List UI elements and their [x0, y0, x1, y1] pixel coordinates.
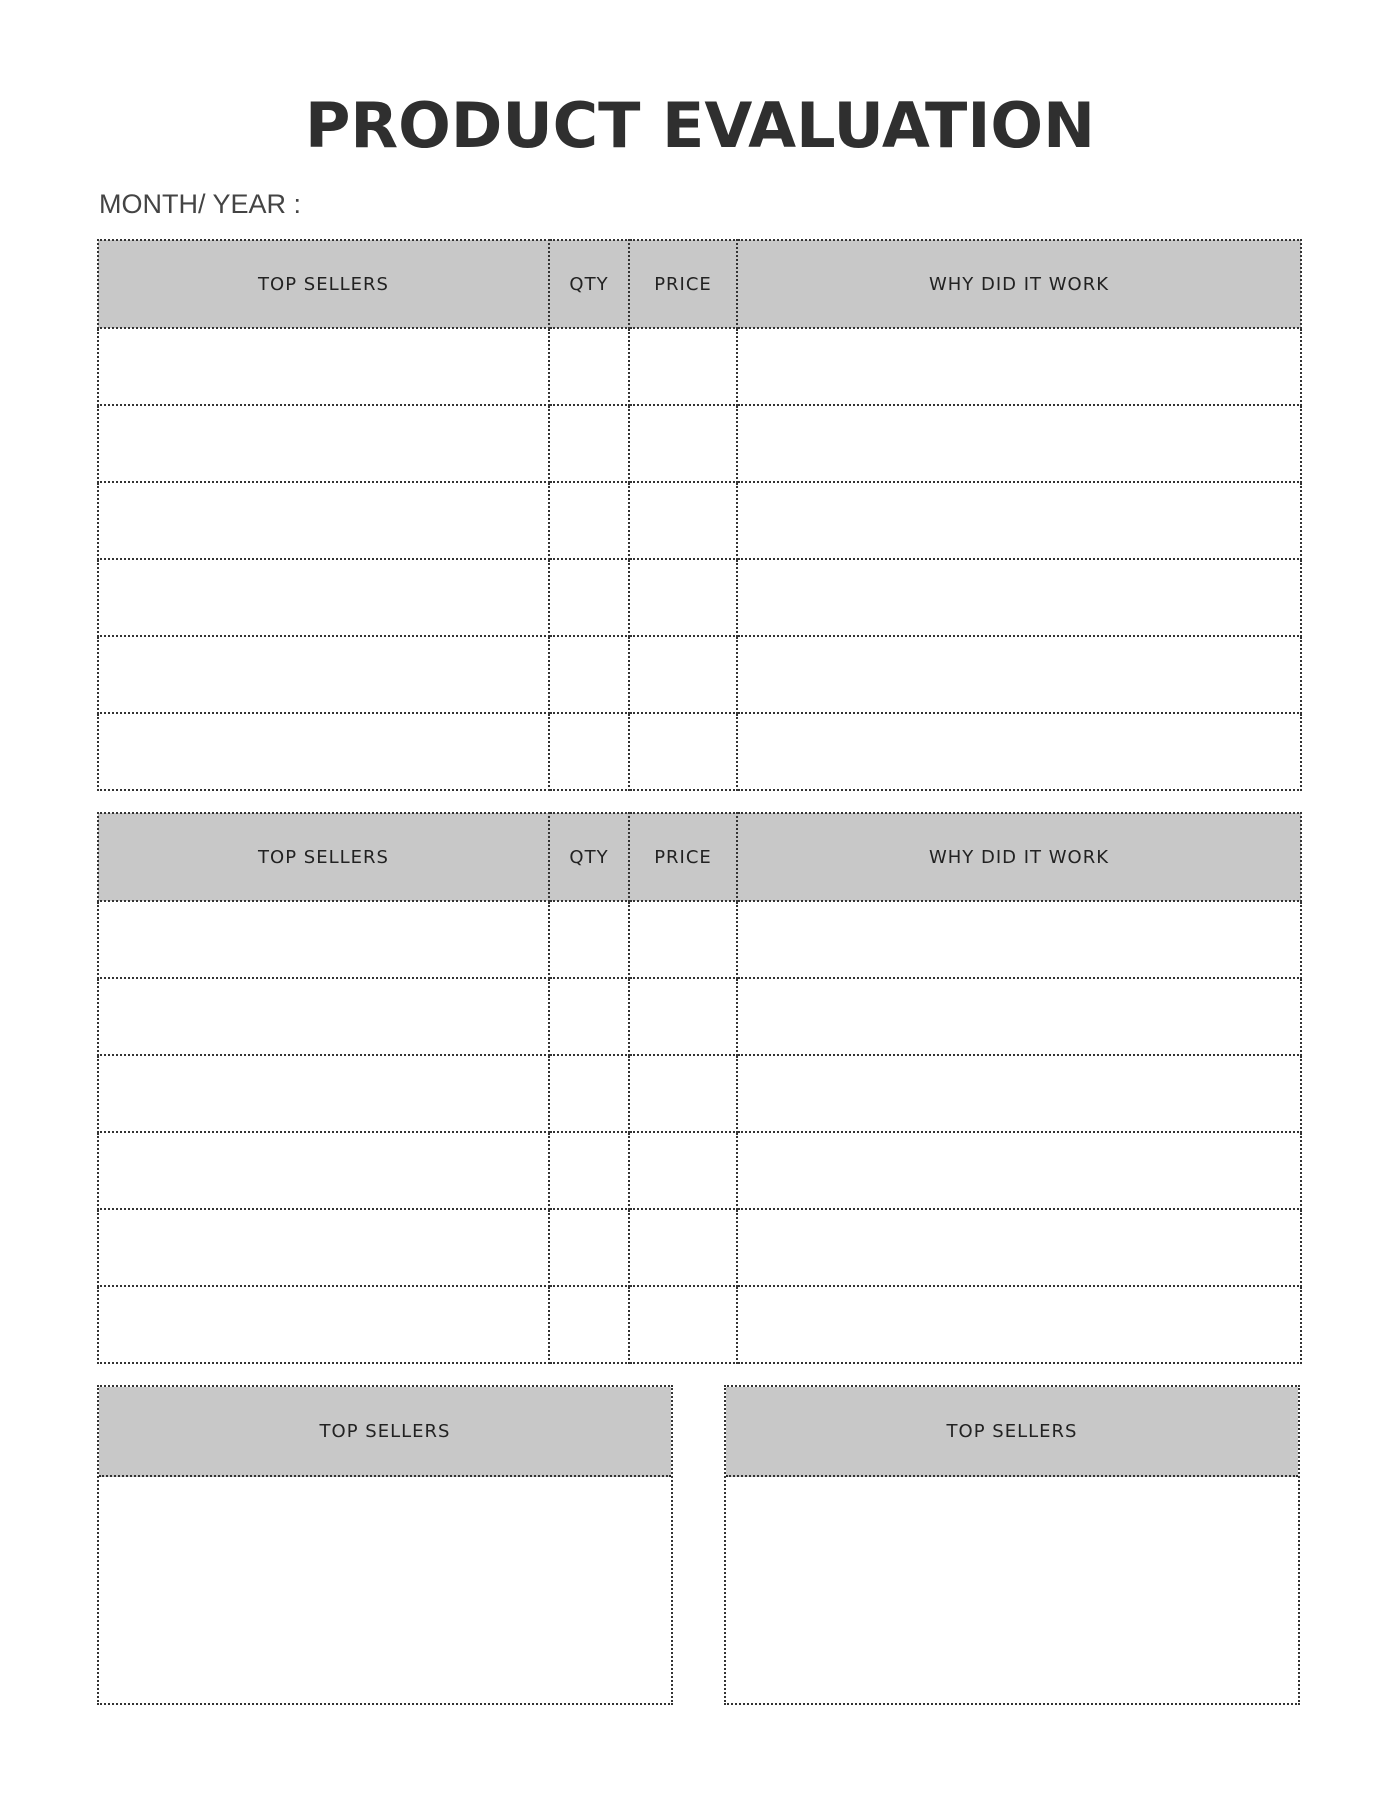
- price-cell[interactable]: [629, 1132, 737, 1209]
- qty-cell[interactable]: [549, 1055, 629, 1132]
- column-header-qty: QTY: [549, 240, 629, 328]
- column-header-why-did-it-work: WHY DID IT WORK: [737, 240, 1301, 328]
- table-row: [98, 1055, 1301, 1132]
- why-cell[interactable]: [737, 901, 1301, 978]
- price-cell[interactable]: [629, 1209, 737, 1286]
- top-sellers-box-right: [724, 1385, 1300, 1705]
- qty-cell[interactable]: [549, 901, 629, 978]
- table-header-row: [98, 240, 1301, 328]
- table-row: [98, 328, 1301, 405]
- price-cell[interactable]: [629, 328, 737, 405]
- qty-cell[interactable]: [549, 482, 629, 559]
- table-row: [98, 713, 1301, 790]
- why-cell[interactable]: [737, 1132, 1301, 1209]
- why-cell[interactable]: [737, 482, 1301, 559]
- price-cell[interactable]: [629, 901, 737, 978]
- top-sellers-cell[interactable]: [98, 1209, 549, 1286]
- column-header-top-sellers: TOP SELLERS: [98, 240, 549, 328]
- evaluation-table-2: [97, 812, 1302, 1364]
- table-row: [98, 636, 1301, 713]
- price-cell[interactable]: [629, 482, 737, 559]
- column-header-top-sellers: TOP SELLERS: [98, 813, 549, 901]
- table-row: [98, 978, 1301, 1055]
- why-cell[interactable]: [737, 978, 1301, 1055]
- why-cell[interactable]: [737, 713, 1301, 790]
- top-sellers-cell[interactable]: [98, 1286, 549, 1363]
- why-cell[interactable]: [737, 328, 1301, 405]
- column-header-price: PRICE: [629, 813, 737, 901]
- top-sellers-cell[interactable]: [98, 1132, 549, 1209]
- qty-cell[interactable]: [549, 1286, 629, 1363]
- top-sellers-cell[interactable]: [98, 713, 549, 790]
- price-cell[interactable]: [629, 559, 737, 636]
- box-header: TOP SELLERS: [726, 1387, 1298, 1477]
- why-cell[interactable]: [737, 405, 1301, 482]
- table-row: [98, 559, 1301, 636]
- table-row: [98, 1209, 1301, 1286]
- price-cell[interactable]: [629, 978, 737, 1055]
- price-cell[interactable]: [629, 1286, 737, 1363]
- table-row: [98, 1132, 1301, 1209]
- table-row: [98, 1286, 1301, 1363]
- column-header-why-did-it-work: WHY DID IT WORK: [737, 813, 1301, 901]
- qty-cell[interactable]: [549, 328, 629, 405]
- page-title: PRODUCT EVALUATION: [304, 89, 1096, 162]
- price-cell[interactable]: [629, 636, 737, 713]
- top-sellers-cell[interactable]: [98, 636, 549, 713]
- top-sellers-cell[interactable]: [98, 482, 549, 559]
- top-sellers-cell[interactable]: [98, 901, 549, 978]
- price-cell[interactable]: [629, 1055, 737, 1132]
- column-header-price: PRICE: [629, 240, 737, 328]
- table-row: [98, 482, 1301, 559]
- qty-cell[interactable]: [549, 1132, 629, 1209]
- qty-cell[interactable]: [549, 1209, 629, 1286]
- table-header-row: [98, 813, 1301, 901]
- table-row: [98, 901, 1301, 978]
- top-sellers-cell[interactable]: [98, 328, 549, 405]
- price-cell[interactable]: [629, 713, 737, 790]
- why-cell[interactable]: [737, 636, 1301, 713]
- qty-cell[interactable]: [549, 713, 629, 790]
- top-sellers-cell[interactable]: [98, 405, 549, 482]
- why-cell[interactable]: [737, 1209, 1301, 1286]
- column-header-qty: QTY: [549, 813, 629, 901]
- top-sellers-cell[interactable]: [98, 559, 549, 636]
- box-body[interactable]: [726, 1477, 1298, 1705]
- month-year-label: MONTH/ YEAR :: [99, 189, 302, 219]
- why-cell[interactable]: [737, 1286, 1301, 1363]
- box-body[interactable]: [99, 1477, 671, 1705]
- qty-cell[interactable]: [549, 405, 629, 482]
- box-header: TOP SELLERS: [99, 1387, 671, 1477]
- why-cell[interactable]: [737, 1055, 1301, 1132]
- top-sellers-cell[interactable]: [98, 1055, 549, 1132]
- qty-cell[interactable]: [549, 978, 629, 1055]
- table-row: [98, 405, 1301, 482]
- evaluation-table-1: [97, 239, 1302, 791]
- price-cell[interactable]: [629, 405, 737, 482]
- qty-cell[interactable]: [549, 636, 629, 713]
- why-cell[interactable]: [737, 559, 1301, 636]
- qty-cell[interactable]: [549, 559, 629, 636]
- top-sellers-box-left: [97, 1385, 673, 1705]
- top-sellers-cell[interactable]: [98, 978, 549, 1055]
